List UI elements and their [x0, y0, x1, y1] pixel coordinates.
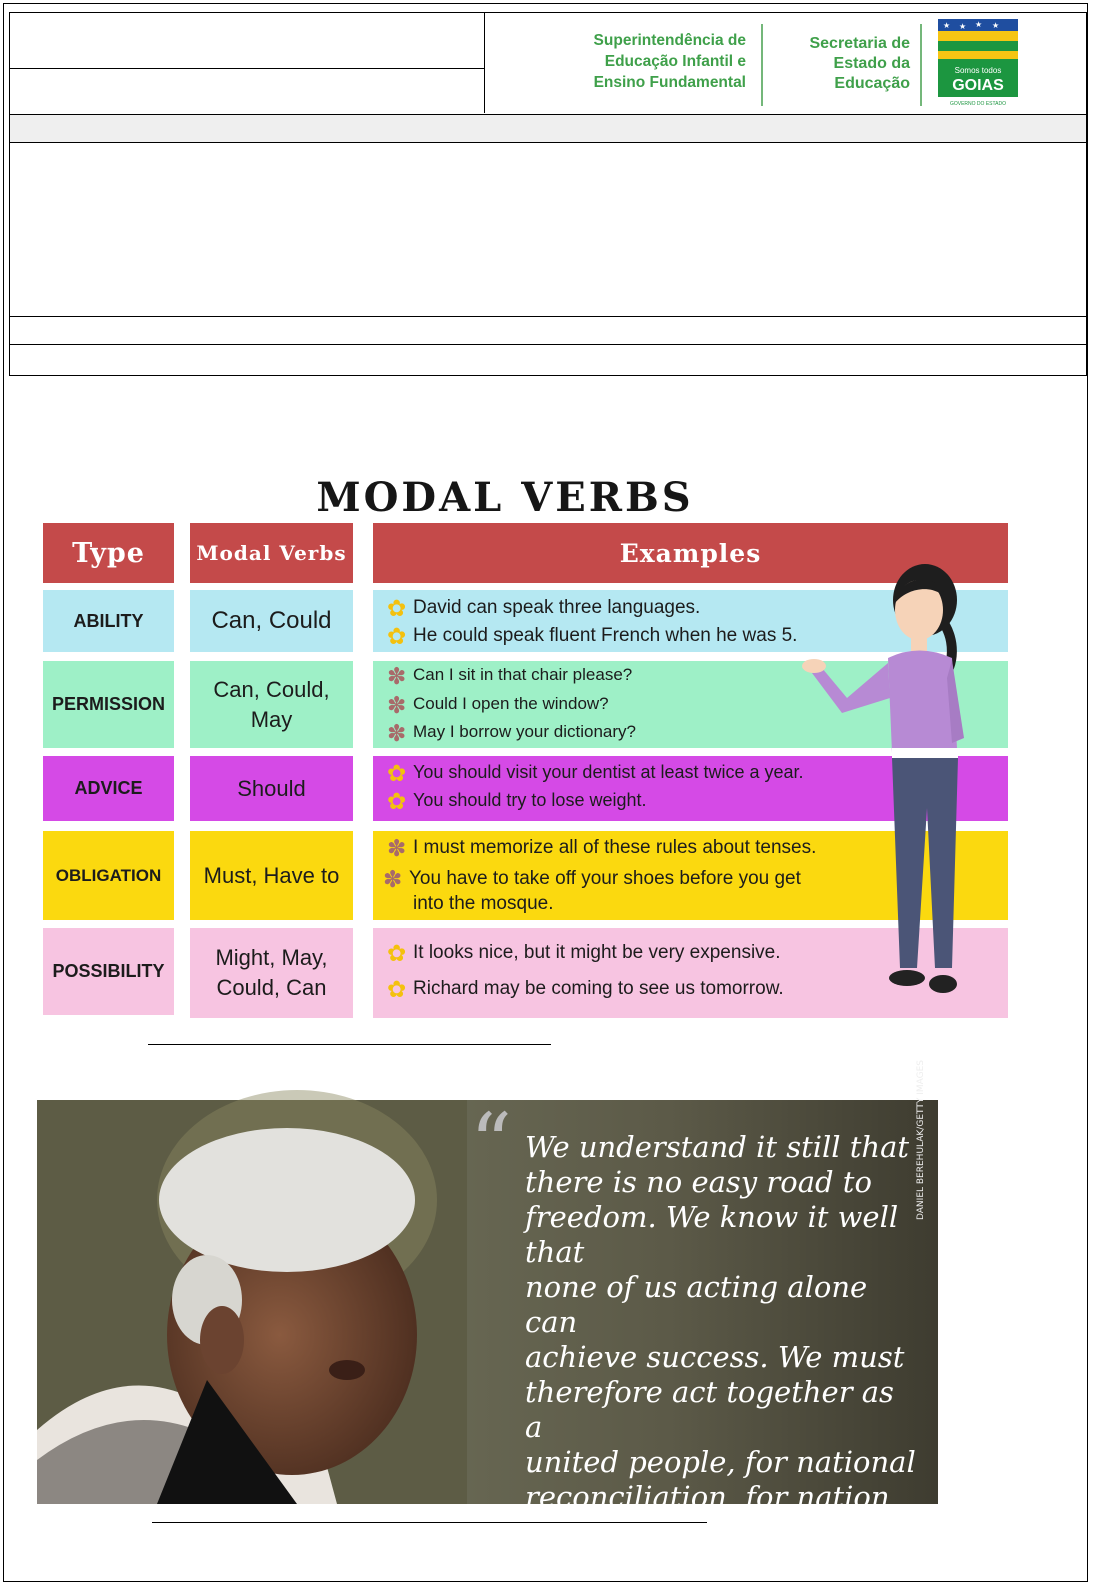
header-type: Type — [43, 523, 174, 583]
answer-line-1 — [148, 1044, 551, 1045]
modal-cell: Should — [190, 756, 353, 821]
mandela-quote-image — [37, 1060, 938, 1584]
flower-bullet-icon: ✿ — [387, 788, 407, 814]
modal-cell: Must, Have to — [190, 831, 353, 920]
modal-cell: Can, Could — [190, 590, 353, 652]
type-cell: ABILITY — [43, 590, 174, 652]
flower-bullet-icon: ✽ — [383, 866, 403, 892]
example-line: ✿ You should try to lose weight. — [387, 788, 647, 814]
flower-bullet-icon: ✽ — [387, 663, 407, 689]
example-line: ✽ May I borrow your dictionary? — [387, 720, 636, 746]
header-divider — [484, 13, 485, 113]
type-cell: OBLIGATION — [43, 831, 174, 920]
header-examples: Examples — [373, 523, 1008, 583]
header-modal-verbs: Modal Verbs — [190, 523, 353, 583]
header-field-divider — [10, 68, 484, 69]
photo-credit: DANIEL BEREHULAK/GETTY IMAGES — [916, 1060, 926, 1220]
svg-text:★: ★ — [975, 20, 983, 29]
modal-verbs-title: MODAL VERBS — [316, 474, 694, 521]
example-line: ✽ Can I sit in that chair please? — [387, 663, 633, 689]
form-line-1 — [10, 316, 1086, 317]
modal-cell: Might, May, Could, Can — [190, 928, 353, 1018]
flower-bullet-icon: ✽ — [387, 835, 407, 861]
teacher-illustration — [792, 548, 977, 1013]
svg-text:Somos todos: Somos todos — [954, 66, 1002, 75]
example-line: ✿ It looks nice, but it might be very expensive. — [387, 940, 781, 966]
header-gray-row — [10, 114, 1086, 143]
quote-mark-icon: “ — [470, 1097, 512, 1192]
type-cell: ADVICE — [43, 756, 174, 821]
quote-text: We understand it still that there is no easy road to freedom. We know it well that none of us acting alone can achieve success. We must therefore act together as a united people, for national reconciliation, for nation building, for the birth of a new world. — [525, 1130, 916, 1584]
quote-box — [465, 1097, 916, 1584]
example-line: ✿ He could speak fluent French when he was 5. — [387, 623, 798, 649]
example-line: ✽ Could I open the window? — [387, 692, 609, 718]
svg-text:★: ★ — [959, 22, 967, 31]
example-line: ✿ David can speak three languages. — [387, 595, 701, 621]
answer-line-2 — [152, 1522, 707, 1523]
superintendencia-logo: Superintendência de Educação Infantil e Ensino Fundamental — [593, 32, 746, 91]
example-line: ✿ You should visit your dentist at least twice a year. — [387, 760, 804, 786]
flower-bullet-icon: ✿ — [387, 976, 407, 1002]
flower-bullet-icon: ✽ — [387, 692, 407, 718]
header-logos — [548, 18, 1028, 108]
svg-text:GOVERNO DO ESTADO: GOVERNO DO ESTADO — [949, 101, 1007, 107]
logo-separator-2 — [920, 24, 922, 106]
goias-flag-logo — [937, 18, 1019, 108]
flower-bullet-icon: ✿ — [387, 760, 407, 786]
secretaria-logo: Secretaria de Estado da Educação — [809, 35, 910, 92]
logo-separator — [761, 24, 763, 106]
example-line: ✽ I must memorize all of these rules about tenses. — [387, 835, 817, 861]
example-line: ✽ You have to take off your shoes before you get — [383, 866, 801, 892]
svg-text:★: ★ — [992, 21, 1000, 30]
example-line: ✿ Richard may be coming to see us tomorrow. — [387, 976, 784, 1002]
type-cell: PERMISSION — [43, 661, 174, 748]
type-cell: POSSIBILITY — [43, 928, 174, 1015]
flower-bullet-icon: ✿ — [387, 940, 407, 966]
modal-cell: Can, Could, May — [190, 661, 353, 748]
portrait-photo — [37, 1100, 467, 1504]
form-line-2 — [10, 344, 1086, 345]
example-line: into the mosque. — [413, 893, 554, 914]
svg-text:★: ★ — [943, 21, 951, 30]
flower-bullet-icon: ✿ — [387, 623, 407, 649]
flower-bullet-icon: ✽ — [387, 720, 407, 746]
svg-text:GOIAS: GOIAS — [952, 77, 1004, 94]
flower-bullet-icon: ✿ — [387, 595, 407, 621]
